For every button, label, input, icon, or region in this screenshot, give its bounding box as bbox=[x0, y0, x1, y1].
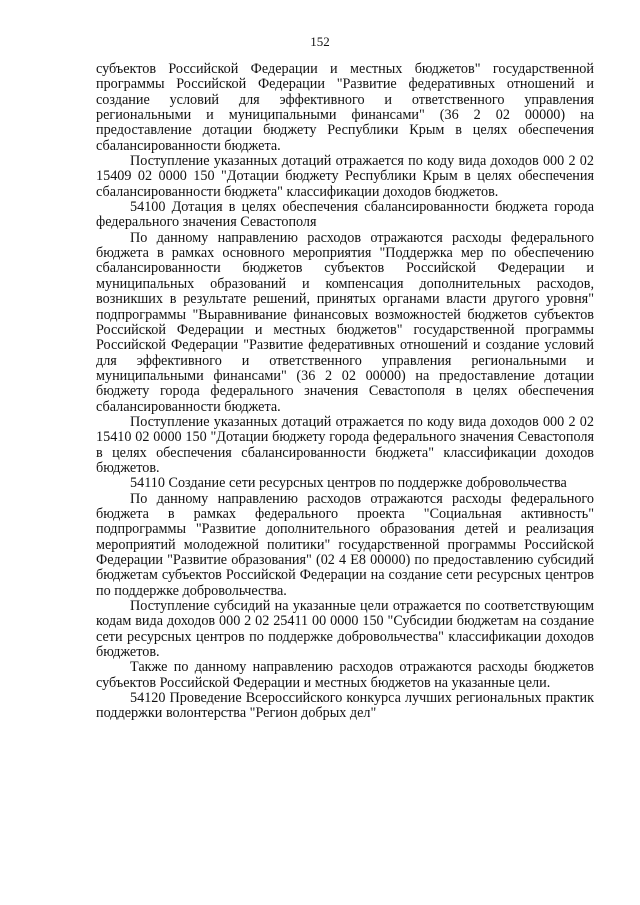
paragraph-continuation: субъектов Российской Федерации и местных бюджетов" государственной программы Российской Федерации "Развитие федеративных отношений и создание условий для эффективного и ответственного управления региональными и муниципальными финансами" (36 2 02 00000) на предоставление дотации бюджету Республики Крым в целях обеспечения сбалансированности бюджета. bbox=[96, 61, 594, 154]
page-number: 152 bbox=[310, 34, 330, 49]
paragraph: Поступление указанных дотаций отражается по коду вида доходов 000 2 02 15409 02 0000 150 "Дотации бюджету Республики Крым в целях обеспечения сбалансированности бюджета" классификации доходов бюджетов. bbox=[96, 153, 594, 200]
paragraph: Также по данному направлению расходов отражаются расходы бюджетов субъектов Российской Федерации и местных бюджетов на указанные цели. bbox=[96, 659, 594, 691]
paragraph: Поступление указанных дотаций отражается по коду вида доходов 000 2 02 15410 02 0000 150 "Дотации бюджету города федерального значения Севастополя в целях обеспечения сбалансированности бюджета" классификации доходов бюджетов. bbox=[96, 413, 594, 476]
paragraph: По данному направлению расходов отражаются расходы федерального бюджета в рамках федерального проекта "Социальная активность" подпрограммы "Развитие дополнительного образования детей и реализация мероприятий молодежной политики" государственной программы Российской Федерации "Развитие образования" (02 4 E8 00000) по предоставлению субсидий бюджетам субъектов Российской Федерации на создание сети ресурсных центров по поддержке добровольчества. bbox=[96, 490, 594, 599]
paragraph: По данному направлению расходов отражаются расходы федерального бюджета в рамках основного мероприятия "Поддержка мер по обеспечению сбалансированности бюджетов субъектов Российской Федерации и муниципальных образований и компенсация дополнительных расходов, возникших в результате решений, принятых органами власти другого уровня" подпрограммы "Выравнивание финансовых возможностей бюджетов субъектов Российской Федерации и местных бюджетов" государственной программы Российской Федерации "Развитие федеративных отношений и создание условий для эффективного и ответственного управления региональными и муниципальными финансами" (36 2 02 00000) на предоставление дотации бюджету города федерального значения Севастополя в целях обеспечения сбалансированности бюджета. bbox=[96, 229, 594, 415]
section-heading-54120: 54120 Проведение Всероссийского конкурса лучших региональных практик поддержки волонтерства "Регион добрых дел" bbox=[96, 690, 594, 722]
document-body bbox=[96, 62, 594, 722]
section-heading-54110: 54110 Создание сети ресурсных центров по поддержке добровольчества bbox=[130, 475, 567, 492]
paragraph: Поступление субсидий на указанные цели отражается по соответствующим кодам вида доходов 000 2 02 25411 00 0000 150 "Субсидии бюджетам на создание сети ресурсных центров по поддержке добровольчества" классификации доходов бюджетов. bbox=[96, 598, 594, 661]
section-heading-54100: 54100 Дотация в целях обеспечения сбалансированности бюджета города федерального значения Севастополя bbox=[96, 199, 594, 231]
